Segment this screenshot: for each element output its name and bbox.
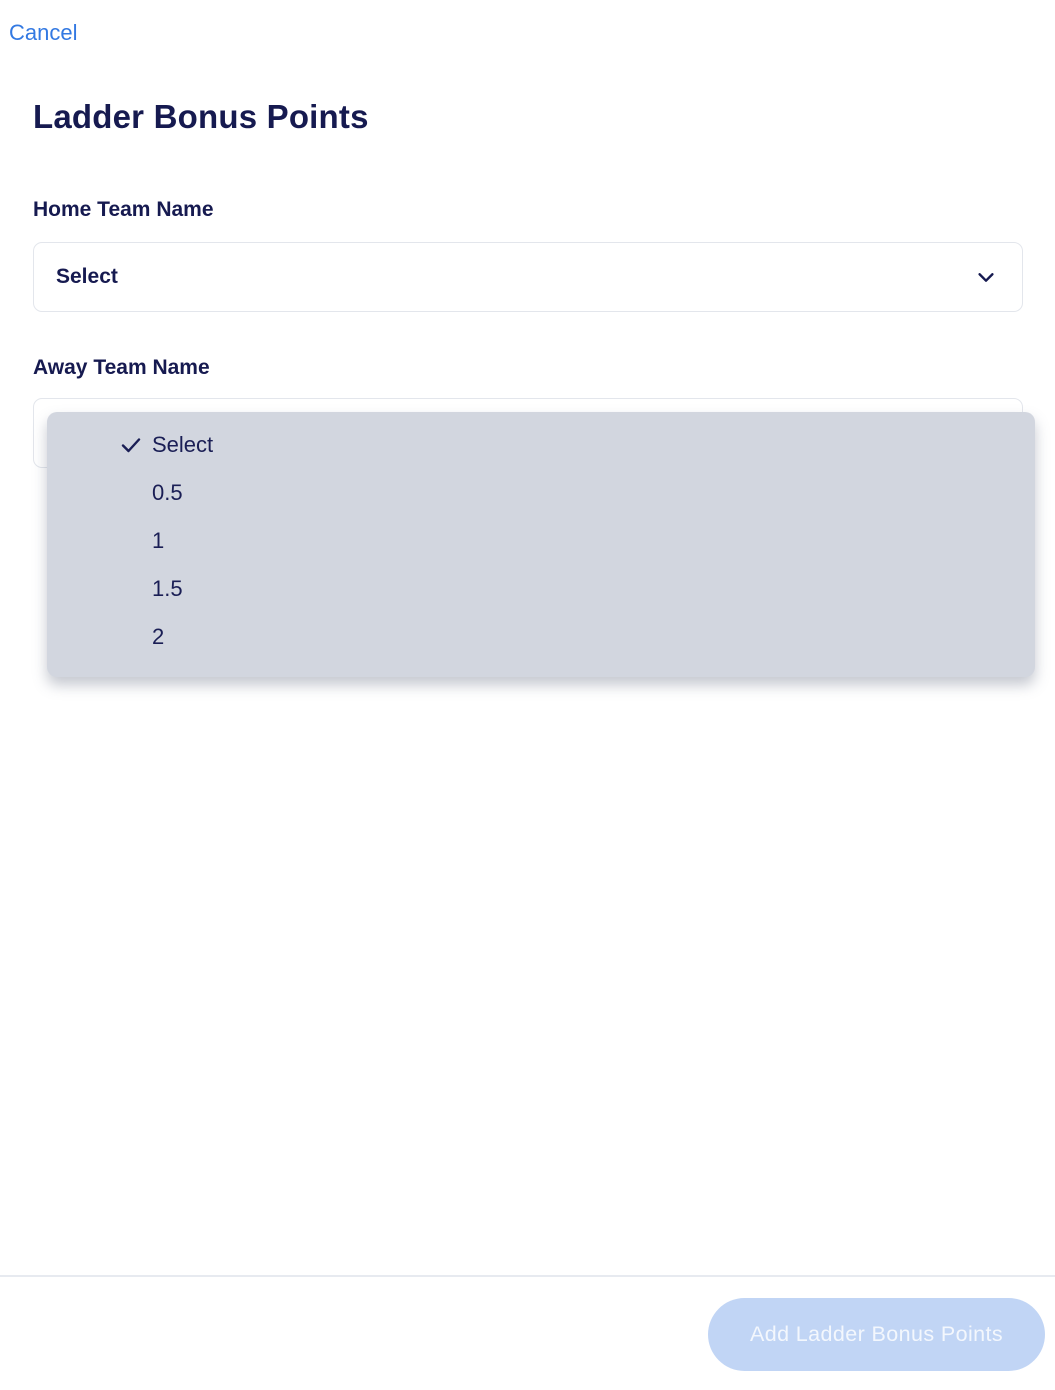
dropdown-option-select[interactable]: [47, 421, 1035, 469]
home-team-select-value: Select: [56, 265, 118, 288]
dropdown-option-label: 1.5: [152, 576, 183, 601]
checkmark-icon: [119, 433, 143, 457]
page-title: Ladder Bonus Points: [33, 98, 369, 135]
dropdown-option-2[interactable]: [47, 613, 1035, 661]
dropdown-options-menu: [47, 412, 1035, 677]
home-team-name-label: Home Team Name: [33, 198, 214, 221]
dropdown-option-label: 1: [152, 528, 165, 553]
dropdown-option-label: Select: [152, 432, 214, 457]
cancel-button[interactable]: Cancel: [9, 20, 78, 45]
add-ladder-bonus-points-button[interactable]: Add Ladder Bonus Points: [708, 1298, 1045, 1371]
dropdown-option-1-5[interactable]: [47, 565, 1035, 613]
dropdown-option-label: 2: [152, 624, 165, 649]
footer-divider: [0, 1275, 1055, 1277]
home-team-select[interactable]: [33, 242, 1023, 312]
dropdown-option-1[interactable]: [47, 517, 1035, 565]
dropdown-option-label: 0.5: [152, 480, 183, 505]
away-team-name-label: Away Team Name: [33, 356, 210, 379]
dropdown-option-0-5[interactable]: [47, 469, 1035, 517]
chevron-down-icon: [975, 266, 997, 288]
